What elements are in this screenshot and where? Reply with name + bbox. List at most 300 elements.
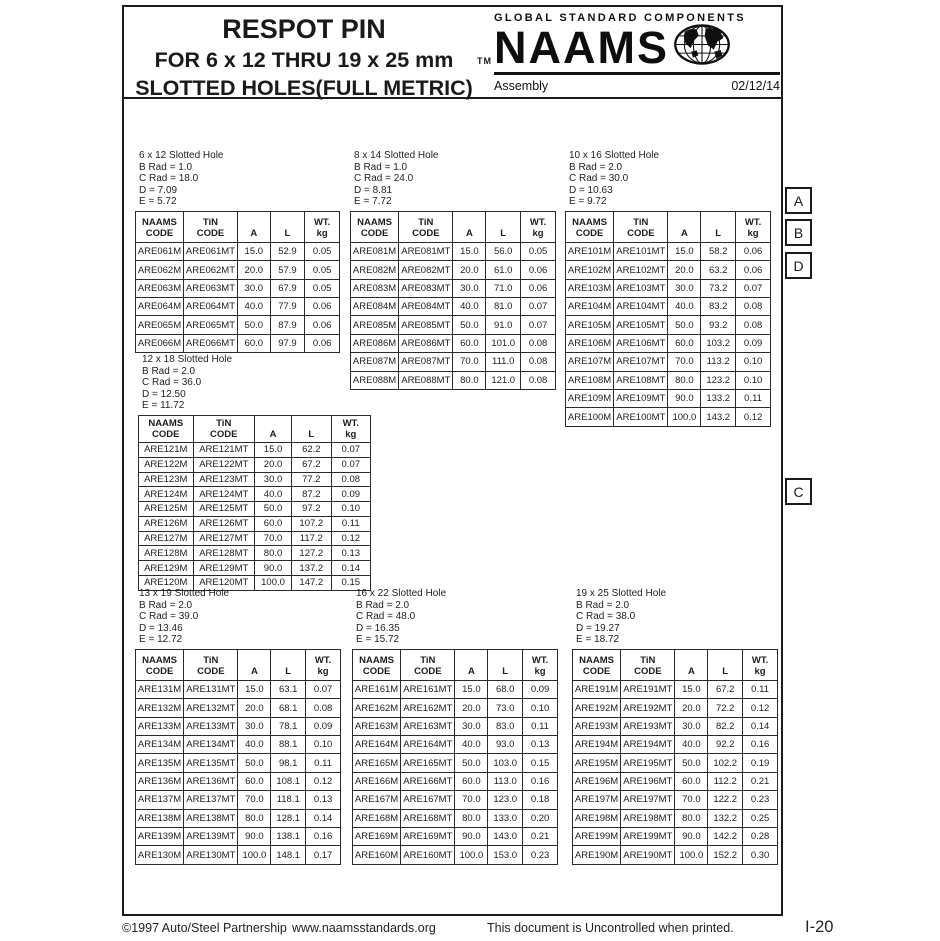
table-cell: ARE136M (136, 772, 184, 790)
column-header: A (675, 649, 708, 680)
table-cell: 0.12 (736, 408, 771, 426)
table-cell: ARE136MT (184, 772, 238, 790)
table-cell: 90.0 (675, 827, 708, 845)
table-cell: ARE192M (573, 699, 621, 717)
table-cell: 100.0 (668, 408, 701, 426)
table-cell: ARE061MT (183, 242, 237, 260)
table-cell: 62.2 (292, 442, 331, 457)
table-cell: 112.2 (708, 772, 743, 790)
table-cell: 100.0 (254, 576, 291, 591)
table-cell: 133.2 (701, 389, 736, 407)
column-header: WT. kg (306, 649, 341, 680)
column-header: TiN CODE (184, 649, 238, 680)
table-cell: ARE129MT (193, 561, 254, 576)
table-cell: 152.2 (708, 846, 743, 864)
table-cell: 30.0 (453, 279, 486, 297)
table-row (566, 298, 771, 316)
table-cell: 0.09 (306, 717, 341, 735)
table-cell: 153.0 (488, 846, 523, 864)
table-row (139, 546, 371, 561)
table-cell: 57.9 (270, 261, 305, 279)
brand-subtitle: Assembly (494, 79, 549, 93)
table-cell: 93.2 (701, 316, 736, 334)
table-cell: 70.0 (455, 791, 488, 809)
table-cell: ARE123M (139, 472, 194, 487)
column-header: A (455, 649, 488, 680)
page-frame (122, 5, 783, 916)
table-cell: 0.05 (305, 261, 340, 279)
table-cell: ARE169MT (401, 827, 455, 845)
table-cell: 0.06 (736, 261, 771, 279)
table-cell: ARE088M (351, 371, 399, 389)
table-cell: 80.0 (453, 371, 486, 389)
column-header: A (237, 211, 270, 242)
spec-line: B Rad = 2.0 (576, 599, 630, 611)
page-number: I-20 (805, 918, 834, 936)
spec-line: D = 8.81 (354, 184, 393, 196)
table-cell: ARE087M (351, 353, 399, 371)
table-row (566, 316, 771, 334)
spec-line: B Rad = 1.0 (139, 161, 193, 173)
table-cell: 68.0 (488, 680, 523, 698)
table-cell: ARE199M (573, 827, 621, 845)
table-cell: ARE066MT (183, 334, 237, 352)
table-cell: 0.12 (331, 531, 370, 546)
table-cell: ARE107M (566, 353, 614, 371)
table-cell: 0.09 (736, 334, 771, 352)
table-row (353, 754, 558, 772)
table-cell: ARE165MT (401, 754, 455, 772)
table-cell: 30.0 (254, 472, 291, 487)
table-cell: ARE128M (139, 546, 194, 561)
table-cell: 0.11 (523, 717, 558, 735)
column-header: L (292, 415, 331, 442)
table-cell: 103.2 (701, 334, 736, 352)
table-cell: 138.1 (271, 827, 306, 845)
table-cell: 20.0 (455, 699, 488, 717)
table-cell: 0.12 (306, 772, 341, 790)
table-cell: 121.0 (486, 371, 521, 389)
column-header: NAAMS CODE (353, 649, 401, 680)
spec-line: E = 12.72 (139, 634, 183, 646)
table-cell: ARE128MT (193, 546, 254, 561)
table-cell: ARE195M (573, 754, 621, 772)
column-header: WT. kg (521, 211, 556, 242)
spec-line: D = 12.50 (142, 388, 186, 400)
table-cell: 50.0 (668, 316, 701, 334)
table-cell: 0.10 (523, 699, 558, 717)
table-cell: ARE196M (573, 772, 621, 790)
spec-line: C Rad = 24.0 (354, 173, 414, 185)
table-cell: ARE168MT (401, 809, 455, 827)
column-header: WT. kg (743, 649, 778, 680)
table-row (566, 389, 771, 407)
table-cell: 0.07 (736, 279, 771, 297)
table-cell: ARE169M (353, 827, 401, 845)
table-row (136, 279, 340, 297)
table-cell: 50.0 (455, 754, 488, 772)
table-cell: 30.0 (675, 717, 708, 735)
table-cell: 92.2 (708, 736, 743, 754)
table-cell: ARE162M (353, 699, 401, 717)
table-row (351, 242, 556, 260)
table-row (351, 353, 556, 371)
table-cell: 137.2 (292, 561, 331, 576)
spec-line: D = 10.63 (569, 184, 613, 196)
table-cell: ARE106M (566, 334, 614, 352)
spec-line: 8 x 14 Slotted Hole (354, 150, 439, 161)
table-cell: 113.2 (701, 353, 736, 371)
table-body (136, 680, 341, 864)
column-header: TiN CODE (401, 649, 455, 680)
table-cell: 61.0 (486, 261, 521, 279)
table-cell: 0.11 (331, 516, 370, 531)
table-cell: 72.2 (708, 699, 743, 717)
table-cell: 60.0 (254, 516, 291, 531)
parts-table (565, 211, 771, 427)
table-cell: 0.21 (523, 827, 558, 845)
table-cell: ARE198M (573, 809, 621, 827)
spec-line: D = 19.27 (576, 622, 620, 634)
table-cell: ARE190M (573, 846, 621, 864)
table-cell: ARE125M (139, 502, 194, 517)
table-cell: 67.2 (292, 457, 331, 472)
table-cell: ARE130M (136, 846, 184, 864)
table-cell: 0.16 (523, 772, 558, 790)
table-cell: 0.09 (331, 487, 370, 502)
table-cell: 90.0 (254, 561, 291, 576)
table-cell: ARE082M (351, 261, 399, 279)
table-cell: 50.0 (237, 316, 270, 334)
table-cell: 15.0 (455, 680, 488, 698)
table-cell: 58.2 (701, 242, 736, 260)
table-cell: 100.0 (675, 846, 708, 864)
title-line-3: SLOTTED HOLES(FULL METRIC) (135, 75, 473, 100)
title-line-1: RESPOT PIN (222, 14, 386, 44)
table-cell: 80.0 (668, 371, 701, 389)
table-row (351, 316, 556, 334)
table-cell: ARE135MT (184, 754, 238, 772)
table-cell: 0.12 (743, 699, 778, 717)
table-cell: ARE063MT (183, 279, 237, 297)
table-cell: 97.2 (292, 502, 331, 517)
table-row (353, 791, 558, 809)
table-cell: 88.1 (271, 736, 306, 754)
table-cell: 117.2 (292, 531, 331, 546)
table-cell: 128.1 (271, 809, 306, 827)
table-cell: 40.0 (237, 298, 270, 316)
table-cell: ARE081MT (399, 242, 453, 260)
table-cell: ARE086M (351, 334, 399, 352)
table-row (136, 680, 341, 698)
table-cell: 90.0 (668, 389, 701, 407)
table-cell: ARE163MT (401, 717, 455, 735)
table-block-16x22 (352, 588, 558, 865)
header-row (136, 649, 341, 680)
table-row (573, 699, 778, 717)
spec-line: C Rad = 48.0 (356, 611, 416, 623)
column-header: NAAMS CODE (136, 211, 184, 242)
table-cell: 0.08 (306, 699, 341, 717)
table-cell: 0.05 (305, 279, 340, 297)
table-cell: 73.0 (488, 699, 523, 717)
table-cell: 40.0 (238, 736, 271, 754)
table-block-12x18 (138, 354, 371, 591)
table-cell: ARE065MT (183, 316, 237, 334)
column-header: WT. kg (305, 211, 340, 242)
table-row (139, 502, 371, 517)
table-cell: ARE120M (139, 576, 194, 591)
table-cell: ARE126M (139, 516, 194, 531)
spec-line: 6 x 12 Slotted Hole (139, 150, 224, 161)
table-cell: ARE088MT (399, 371, 453, 389)
table-cell: ARE106MT (614, 334, 668, 352)
column-header: A (453, 211, 486, 242)
table-body (136, 242, 340, 352)
table-cell: 0.06 (521, 279, 556, 297)
table-cell: ARE164MT (401, 736, 455, 754)
brand-name-row (494, 22, 780, 74)
table-row (566, 279, 771, 297)
table-cell: 15.0 (238, 680, 271, 698)
table-cell: 0.09 (523, 680, 558, 698)
hole-specs (354, 150, 556, 208)
table-head (353, 649, 558, 680)
table-row (573, 791, 778, 809)
table-cell: 50.0 (675, 754, 708, 772)
naams-logo-block (494, 12, 780, 93)
column-header: WT. kg (736, 211, 771, 242)
header-row (566, 211, 771, 242)
table-cell: 73.2 (701, 279, 736, 297)
table-cell: ARE061M (136, 242, 184, 260)
table-cell: 0.10 (736, 371, 771, 389)
table-cell: 77.2 (292, 472, 331, 487)
table-row (136, 316, 340, 334)
table-cell: ARE129M (139, 561, 194, 576)
table-cell: 0.17 (306, 846, 341, 864)
table-cell: 0.06 (305, 298, 340, 316)
table-cell: ARE193MT (621, 717, 675, 735)
table-cell: 0.23 (743, 791, 778, 809)
table-cell: 60.0 (237, 334, 270, 352)
table-cell: 15.0 (675, 680, 708, 698)
table-cell: 40.0 (675, 736, 708, 754)
table-cell: ARE122M (139, 457, 194, 472)
table-row (566, 261, 771, 279)
spec-line: B Rad = 2.0 (356, 599, 410, 611)
table-row (139, 531, 371, 546)
table-cell: 40.0 (455, 736, 488, 754)
table-row (566, 353, 771, 371)
table-cell: 83.2 (701, 298, 736, 316)
spec-line: B Rad = 2.0 (569, 161, 623, 173)
table-cell: ARE084M (351, 298, 399, 316)
table-row (353, 809, 558, 827)
table-block-8x14 (350, 150, 556, 390)
table-row (139, 442, 371, 457)
table-cell: ARE168M (353, 809, 401, 827)
column-header: A (668, 211, 701, 242)
table-cell: 0.14 (743, 717, 778, 735)
table-cell: ARE064MT (183, 298, 237, 316)
table-head (573, 649, 778, 680)
table-cell: 0.16 (306, 827, 341, 845)
table-cell: 40.0 (453, 298, 486, 316)
table-cell: 123.2 (701, 371, 736, 389)
table-cell: 123.0 (488, 791, 523, 809)
table-row (136, 809, 341, 827)
table-cell: 122.2 (708, 791, 743, 809)
table-row (353, 717, 558, 735)
table-cell: ARE083MT (399, 279, 453, 297)
table-cell: 60.0 (668, 334, 701, 352)
table-cell: 108.1 (271, 772, 306, 790)
table-row (573, 680, 778, 698)
table-cell: 91.0 (486, 316, 521, 334)
table-cell: 30.0 (238, 717, 271, 735)
table-cell: 50.0 (254, 502, 291, 517)
table-cell: ARE131MT (184, 680, 238, 698)
table-cell: ARE066M (136, 334, 184, 352)
table-cell: ARE167MT (401, 791, 455, 809)
table-cell: 143.2 (701, 408, 736, 426)
table-cell: ARE134M (136, 736, 184, 754)
table-cell: ARE065M (136, 316, 184, 334)
table-row (573, 717, 778, 735)
column-header: NAAMS CODE (139, 415, 194, 442)
table-cell: 0.08 (521, 371, 556, 389)
table-cell: ARE062M (136, 261, 184, 279)
table-row (353, 827, 558, 845)
title-line-2: FOR 6 x 12 THRU 19 x 25 mm (154, 48, 454, 72)
table-row (136, 846, 341, 864)
table-cell: 50.0 (453, 316, 486, 334)
table-cell: 93.0 (488, 736, 523, 754)
brand-footer-row (494, 79, 780, 93)
table-cell: ARE105M (566, 316, 614, 334)
table-cell: 15.0 (668, 242, 701, 260)
table-cell: ARE085MT (399, 316, 453, 334)
spec-line: C Rad = 38.0 (576, 611, 636, 623)
table-cell: 0.06 (305, 334, 340, 352)
table-row (351, 261, 556, 279)
parts-table (350, 211, 556, 390)
table-cell: 0.11 (736, 389, 771, 407)
table-cell: 0.20 (523, 809, 558, 827)
table-cell: 20.0 (237, 261, 270, 279)
parts-table (138, 415, 371, 591)
table-row (351, 371, 556, 389)
spec-line: 19 x 25 Slotted Hole (576, 588, 667, 599)
table-cell: ARE103M (566, 279, 614, 297)
table-cell: 77.9 (270, 298, 305, 316)
table-cell: 0.30 (743, 846, 778, 864)
column-header: NAAMS CODE (566, 211, 614, 242)
spec-line: E = 9.72 (569, 196, 607, 208)
brand-tagline: GLOBAL STANDARD COMPONENTS (494, 12, 746, 24)
table-cell: 56.0 (486, 242, 521, 260)
callout-letter-d: D (785, 252, 812, 279)
callout-letter-a: A (785, 187, 812, 214)
table-cell: ARE108M (566, 371, 614, 389)
spec-line: D = 13.46 (139, 622, 183, 634)
table-cell: ARE160M (353, 846, 401, 864)
table-cell: 70.0 (668, 353, 701, 371)
table-row (353, 846, 558, 864)
table-row (136, 717, 341, 735)
table-cell: 133.0 (488, 809, 523, 827)
brand-name: NAAMS (494, 22, 669, 74)
table-block-19x25 (572, 588, 778, 865)
table-row (136, 242, 340, 260)
column-header: WT. kg (523, 649, 558, 680)
table-cell: 0.07 (521, 298, 556, 316)
table-cell: ARE085M (351, 316, 399, 334)
table-row (136, 736, 341, 754)
table-cell: ARE101M (566, 242, 614, 260)
table-cell: ARE199MT (621, 827, 675, 845)
page-header (124, 7, 781, 99)
table-cell: ARE131M (136, 680, 184, 698)
table-cell: 132.2 (708, 809, 743, 827)
table-head (136, 649, 341, 680)
table-row (566, 242, 771, 260)
column-header: L (708, 649, 743, 680)
table-cell: 118.1 (271, 791, 306, 809)
table-cell: 71.0 (486, 279, 521, 297)
table-cell: 80.0 (254, 546, 291, 561)
column-header: NAAMS CODE (351, 211, 399, 242)
table-cell: 60.0 (455, 772, 488, 790)
table-cell: 0.06 (521, 261, 556, 279)
column-header: NAAMS CODE (136, 649, 184, 680)
table-cell: ARE161MT (401, 680, 455, 698)
hole-specs (139, 150, 340, 208)
table-cell: 113.0 (488, 772, 523, 790)
table-cell: ARE121M (139, 442, 194, 457)
table-row (136, 827, 341, 845)
spec-line: E = 11.72 (142, 400, 185, 412)
column-header: L (486, 211, 521, 242)
table-cell: ARE160MT (401, 846, 455, 864)
table-cell: ARE138M (136, 809, 184, 827)
table-cell: 70.0 (675, 791, 708, 809)
table-cell: 0.23 (523, 846, 558, 864)
spec-line: 16 x 22 Slotted Hole (356, 588, 447, 599)
table-row (136, 261, 340, 279)
table-cell: 78.1 (271, 717, 306, 735)
hole-specs (576, 588, 778, 646)
table-cell: ARE108MT (614, 371, 668, 389)
table-cell: 0.11 (743, 680, 778, 698)
table-cell: 15.0 (254, 442, 291, 457)
table-cell: ARE195MT (621, 754, 675, 772)
table-cell: ARE101MT (614, 242, 668, 260)
table-cell: ARE064M (136, 298, 184, 316)
table-cell: ARE127MT (193, 531, 254, 546)
table-cell: ARE107MT (614, 353, 668, 371)
table-cell: 80.0 (675, 809, 708, 827)
table-body (353, 680, 558, 864)
table-cell: 100.0 (455, 846, 488, 864)
table-cell: 83.0 (488, 717, 523, 735)
table-cell: 0.06 (736, 242, 771, 260)
table-cell: 0.14 (306, 809, 341, 827)
table-cell: ARE137M (136, 791, 184, 809)
table-cell: ARE102MT (614, 261, 668, 279)
website-text: www.naamsstandards.org (292, 921, 436, 935)
